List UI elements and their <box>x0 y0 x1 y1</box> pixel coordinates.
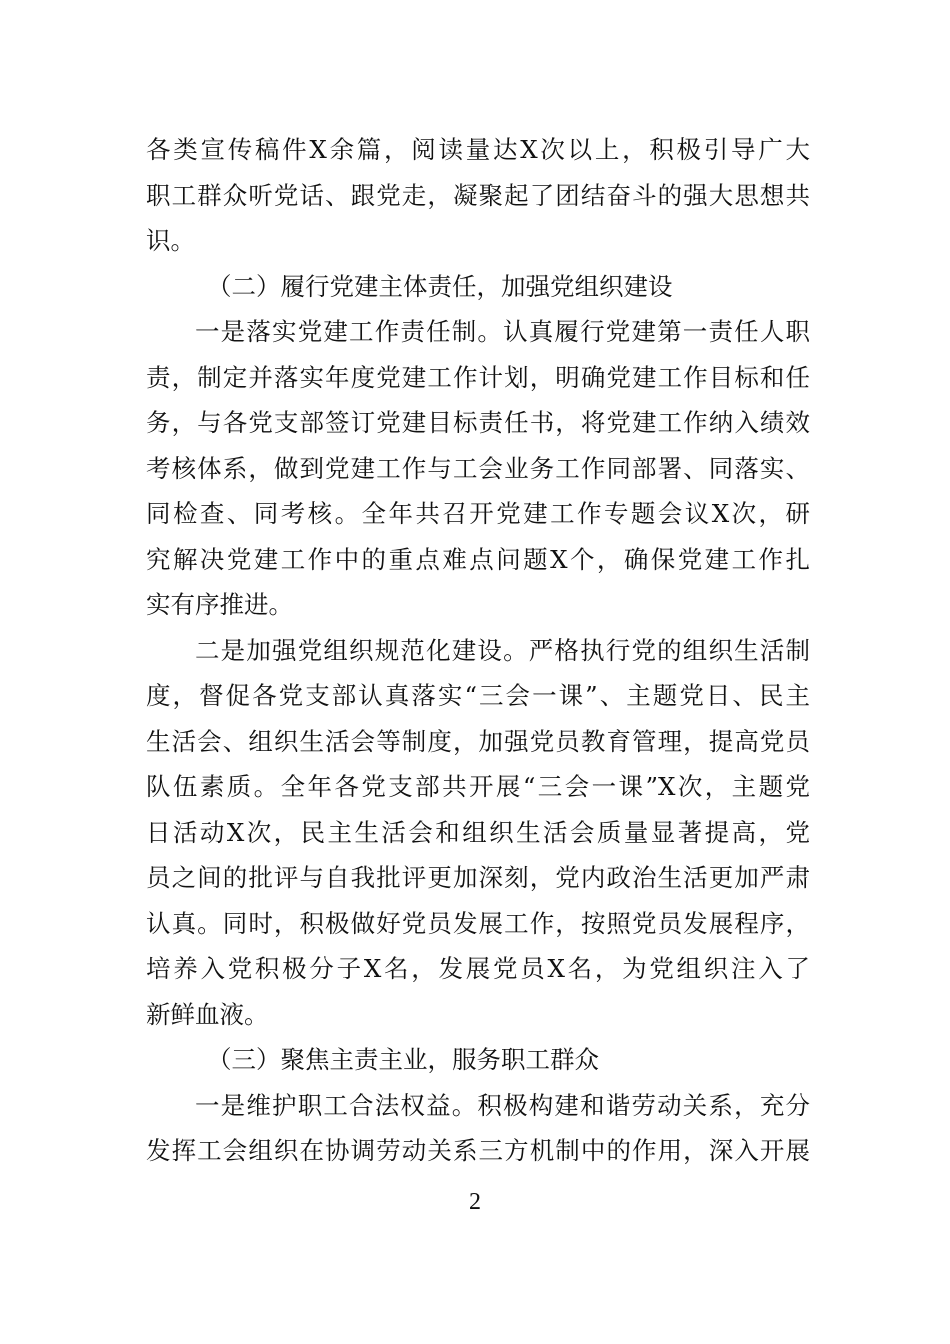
text-line: 生活会、组织生活会等制度，加强党员教育管理，提高党员 <box>146 726 810 756</box>
text-line: 员之间的批评与自我批评更加深刻，党内政治生活更加严肃 <box>146 863 810 892</box>
page-number: 2 <box>469 1189 481 1215</box>
text-line: 二是加强党组织规范化建设。严格执行党的组织生活制 <box>195 635 810 665</box>
text-line: 责，制定并落实年度党建工作计划，明确党建工作目标和任 <box>146 362 810 392</box>
text-line: 发挥工会组织在协调劳动关系三方机制中的作用，深入开展 <box>146 1136 810 1165</box>
text-line: 培养入党积极分子X名，发展党员X名，为党组织注入了 <box>146 954 810 983</box>
text-line: 队伍素质。全年各党支部共开展“三会一课”X次，主题党 <box>146 772 810 801</box>
text-line: 识。 <box>146 226 195 255</box>
text-line: 一是落实党建工作责任制。认真履行党建第一责任人职 <box>195 317 810 346</box>
text-line: 务，与各党支部签订党建目标责任书，将党建工作纳入绩效 <box>146 408 810 437</box>
text-line: 新鲜血液。 <box>146 999 269 1029</box>
text-line: 一是维护职工合法权益。积极构建和谐劳动关系，充分 <box>195 1090 810 1120</box>
text-line: 日活动X次，民主生活会和组织生活会质量显著提高，党 <box>146 817 810 847</box>
body-text <box>146 127 810 1174</box>
text-line: 认真。同时，积极做好党员发展工作，按照党员发展程序， <box>146 908 810 938</box>
text-line: 同检查、同考核。全年共召开党建工作专题会议X次，研 <box>146 499 810 528</box>
section-heading: （二）履行党建主体责任，加强党组织建设 <box>207 271 673 301</box>
text-line: 究解决党建工作中的重点难点问题X个，确保党建工作扎 <box>146 544 810 574</box>
text-line: 度，督促各党支部认真落实“三会一课”、主题党日、民主 <box>146 681 810 710</box>
text-line: 考核体系，做到党建工作与工会业务工作同部署、同落实、 <box>146 453 810 483</box>
text-line: 各类宣传稿件X余篇，阅读量达X次以上，积极引导广大 <box>146 135 810 164</box>
section-heading: （三）聚焦主责主业，服务职工群众 <box>207 1045 599 1074</box>
text-line: 职工群众听党话、跟党走，凝聚起了团结奋斗的强大思想共 <box>146 180 810 210</box>
text-line: 实有序推进。 <box>146 590 293 619</box>
